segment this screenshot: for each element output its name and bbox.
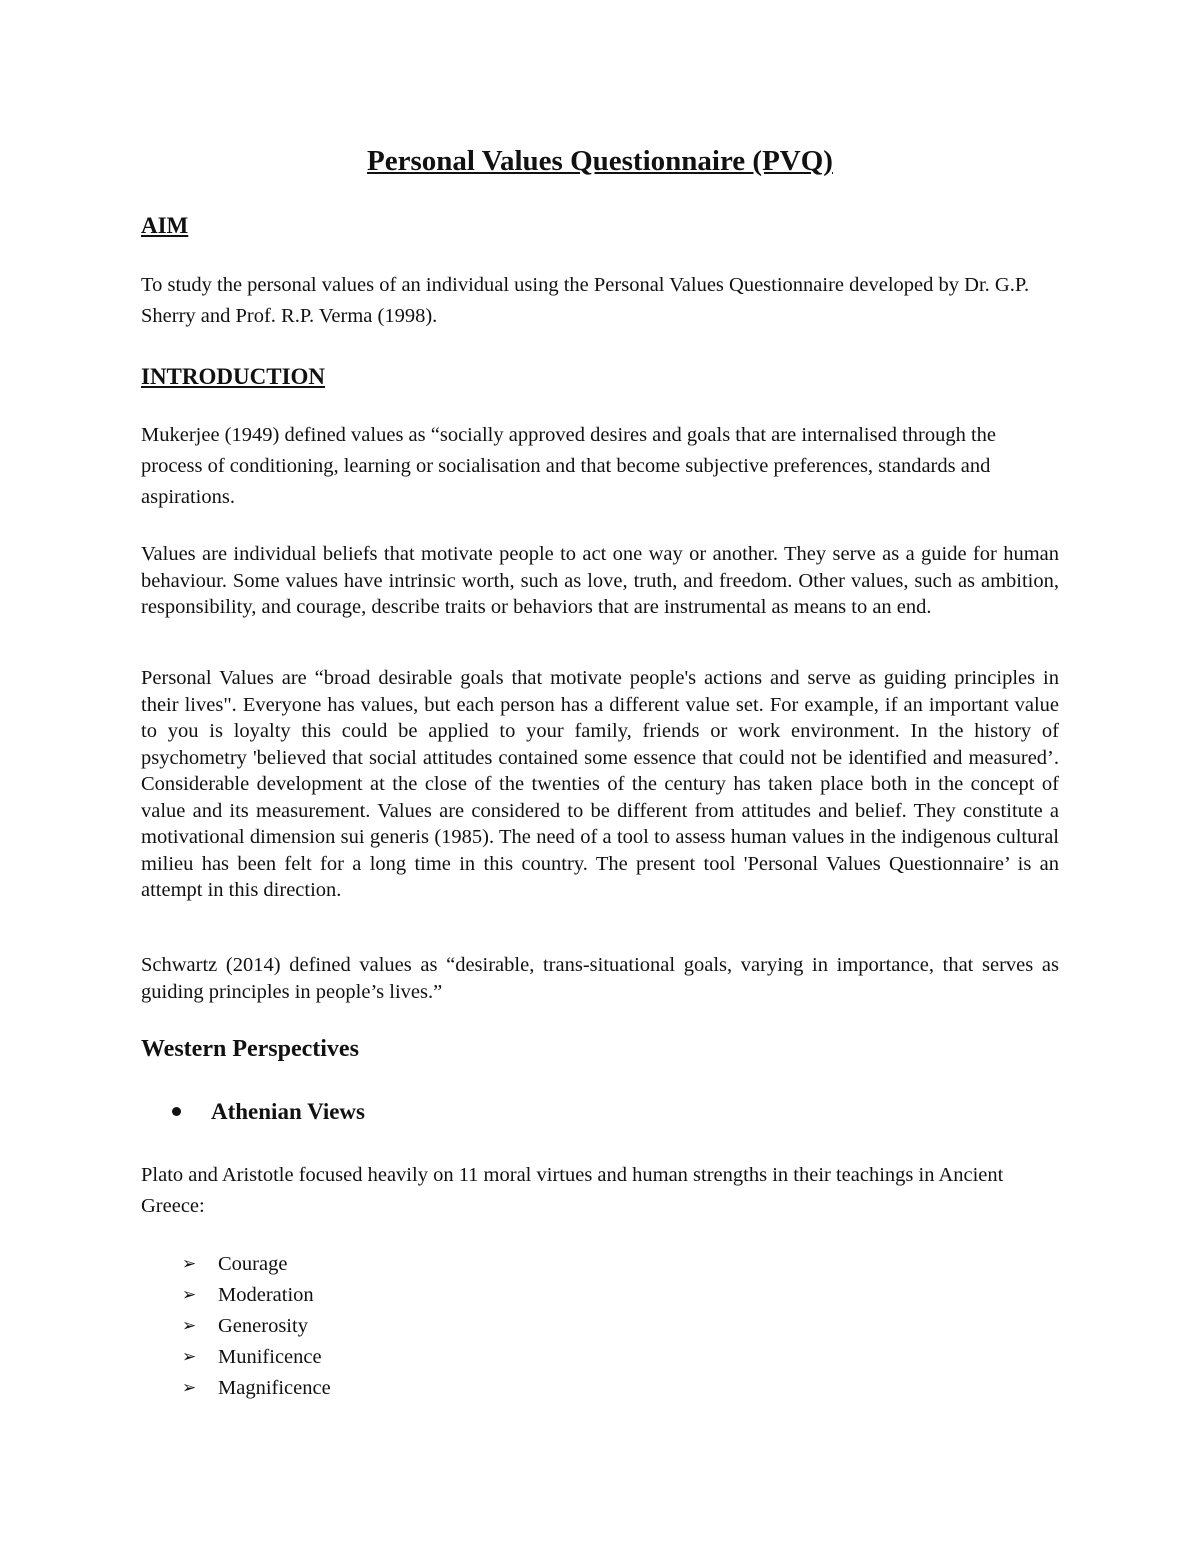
intro-paragraph-4: Schwartz (2014) defined values as “desirable, trans-situational goals, varying in importance, that serves as guiding principles in people’s lives.” [141, 954, 1059, 1003]
bullet-icon [172, 1107, 181, 1116]
aim-heading: AIM [141, 213, 189, 238]
arrow-bullet-icon: ➢ [182, 1285, 197, 1305]
arrow-bullet-icon: ➢ [182, 1347, 197, 1367]
athenian-views-item [172, 1098, 365, 1126]
western-perspectives-heading: Western Perspectives [141, 1036, 359, 1062]
virtue-label: Magnificence [218, 1377, 331, 1399]
virtue-label: Moderation [218, 1284, 314, 1306]
aim-text: To study the personal values of an individual using the Personal Values Questionnaire developed by Dr. G.P. Sherry and Prof. R.P. Verma (1998). [141, 274, 1030, 327]
arrow-bullet-icon: ➢ [182, 1316, 197, 1336]
virtue-label: Courage [218, 1253, 288, 1275]
athenian-views-heading: Athenian Views [211, 1099, 365, 1124]
list-item [182, 1311, 331, 1342]
virtue-label: Munificence [218, 1346, 322, 1368]
athenian-text: Plato and Aristotle focused heavily on 11 moral virtues and human strengths in their teachings in Ancient Greece: [141, 1164, 1004, 1217]
introduction-heading: INTRODUCTION [141, 364, 326, 389]
arrow-bullet-icon: ➢ [182, 1378, 197, 1398]
list-item [182, 1373, 331, 1404]
intro-paragraph-2: Values are individual beliefs that motivate people to act one way or another. They serve as a guide for human behaviour. Some values have intrinsic worth, such as love, truth, and freedom. Other values, such as ambition, responsibility, and courage, describe traits or behaviors that are instrumental as means to an end. [141, 543, 1059, 618]
virtue-label: Generosity [218, 1315, 308, 1337]
list-item [182, 1249, 331, 1280]
intro-paragraph-3: Personal Values are “broad desirable goals that motivate people's actions and serve as guiding principles in their lives". Everyone has values, but each person has a different value set. For example, if an important value to you is loyalty this could be applied to your family, friends or work environment. In the history of psychometry 'believed that social attitudes contained some essence that could not be identified and measured’. Considerable development at the close of the twenties of the century has taken place both in the concept of value and its measurement. Values are considered to be different from attitudes and belief. They constitute a motivational dimension sui generis (1985). The need of a tool to assess human values in the indigenous cultural milieu has been felt for a long time in this country. The present tool 'Personal Values Questionnaire’ is an attempt in this direction. [141, 667, 1059, 901]
list-item [182, 1280, 331, 1311]
list-item [182, 1342, 331, 1373]
arrow-bullet-icon: ➢ [182, 1254, 197, 1274]
document-title: Personal Values Questionnaire (PVQ) [367, 145, 833, 177]
intro-paragraph-1: Mukerjee (1949) defined values as “socially approved desires and goals that are internalised through the process of conditioning, learning or socialisation and that become subjective preferences, standards and aspirations. [141, 424, 997, 508]
virtues-list [182, 1249, 331, 1404]
